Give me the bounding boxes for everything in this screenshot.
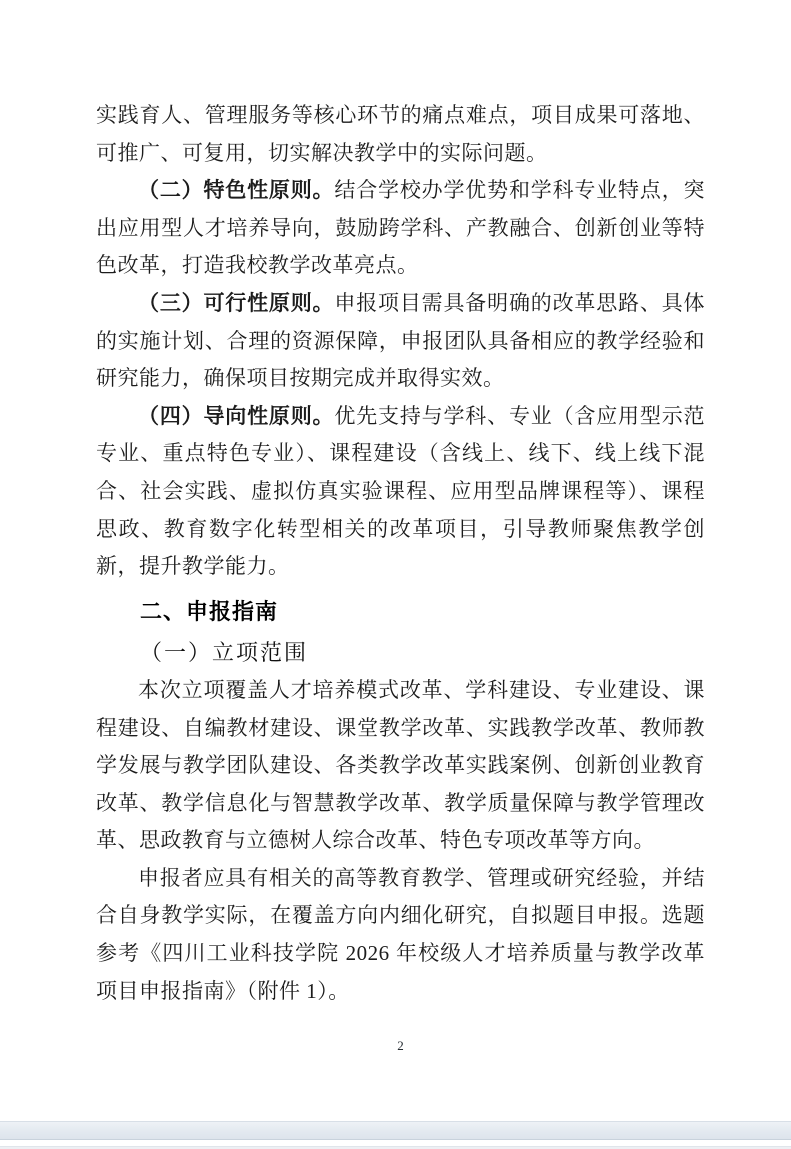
subsection-heading: （一）立项范围 bbox=[140, 640, 309, 666]
applicant-paragraph-text: 申报者应具有相关的高等教育教学、管理或研究经验，并结合自身教学实际，在覆盖方向内细化研究，自拟题目申报。选题参考《四川工业科技学院 2026 年校级人才培养质量与教学改革项目申报指南》（附件 1）。 bbox=[96, 865, 705, 1003]
next-page-top-edge bbox=[0, 1140, 791, 1147]
page-gap-divider bbox=[0, 1121, 791, 1140]
principle-3-title: （三）可行性原则。 bbox=[138, 290, 335, 315]
continuation-paragraph bbox=[96, 97, 705, 172]
scope-paragraph-text: 本次立项覆盖人才培养模式改革、学科建设、专业建设、课程建设、自编教材建设、课堂教学改革、实践教学改革、教师教学发展与教学团队建设、各类教学改革实践案例、创新创业教育改革、教学信息化与智慧教学改革、教学质量保障与教学管理改革、思政教育与立德树人综合改革、特色专项改革等方向。 bbox=[96, 677, 705, 853]
principle-4-title: （四）导向性原则。 bbox=[138, 403, 335, 428]
paragraph-text: 实践育人、管理服务等核心环节的痛点难点，项目成果可落地、可推广、可复用，切实解决教学中的实际问题。 bbox=[96, 103, 705, 165]
applicant-paragraph bbox=[96, 860, 705, 1010]
principle-3-text: 申报项目需具备明确的改革思路、具体的实施计划、合理的资源保障，申报团队具备相应的教学经验和研究能力，确保项目按期完成并取得实效。 bbox=[96, 290, 706, 391]
page-number: 2 bbox=[397, 1038, 404, 1053]
section-heading: 二、申报指南 bbox=[140, 598, 279, 624]
scope-paragraph bbox=[96, 672, 705, 860]
principle-paragraph-4 bbox=[96, 398, 705, 586]
principle-4-text: 优先支持与学科、专业（含应用型示范专业、重点特色专业）、课程建设（含线上、线下、线上线下混合、社会实践、虚拟仿真实验课程、应用型品牌课程等）、课程思政、教育数字化转型相关的改革项目，引导教师聚焦教学创新，提升教学能力。 bbox=[96, 403, 706, 579]
document-text-block bbox=[96, 97, 705, 1010]
principle-paragraph-3 bbox=[96, 285, 705, 398]
principle-paragraph-2 bbox=[96, 172, 705, 285]
principle-2-text: 结合学校办学优势和学科专业特点，突出应用型人才培养导向，鼓励跨学科、产教融合、创新创业等特色改革，打造我校教学改革亮点。 bbox=[96, 178, 706, 278]
principle-2-title: （二）特色性原则。 bbox=[138, 178, 335, 203]
